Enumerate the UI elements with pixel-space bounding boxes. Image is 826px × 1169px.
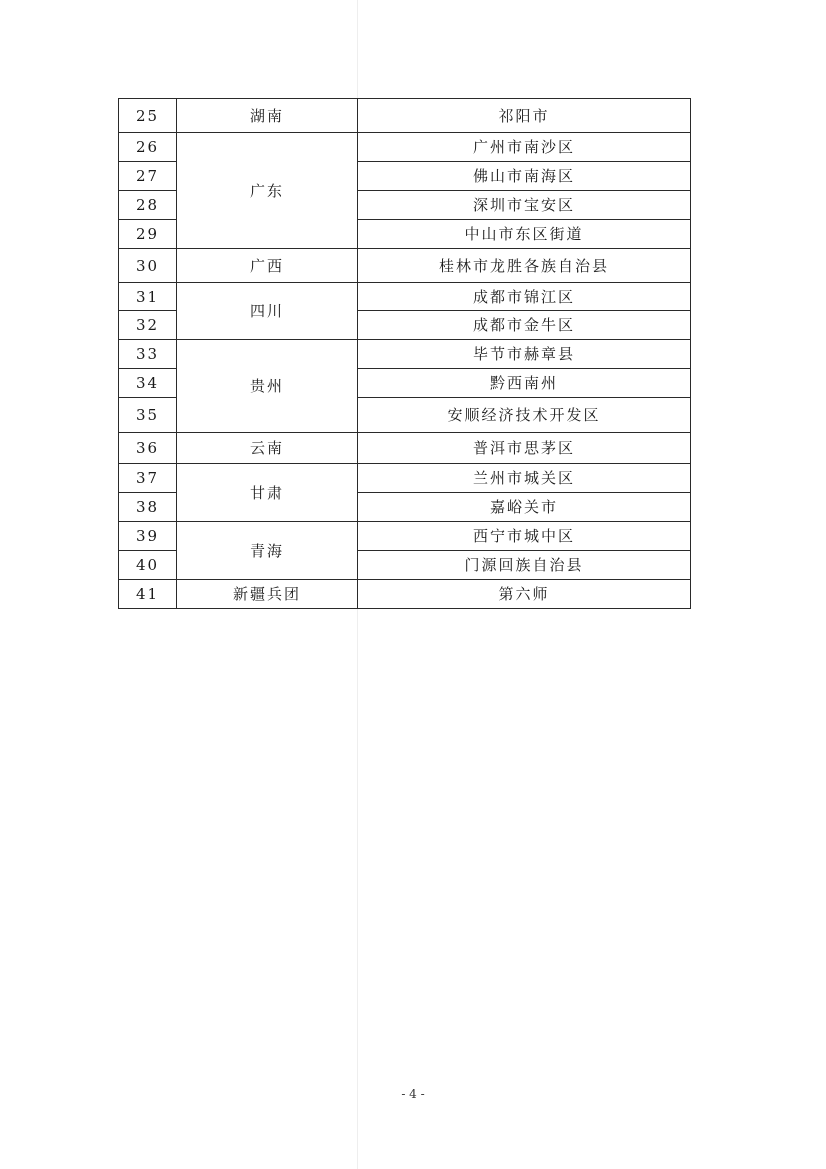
province-cell: 广东	[177, 133, 358, 249]
row-number-cell: 38	[119, 493, 177, 522]
city-cell: 深圳市宝安区	[358, 191, 691, 220]
city-cell: 安顺经济技术开发区	[358, 398, 691, 433]
city-cell: 兰州市城关区	[358, 464, 691, 493]
city-cell: 嘉峪关市	[358, 493, 691, 522]
table-row	[119, 580, 691, 609]
table-row	[119, 99, 691, 133]
county-list-table	[118, 98, 691, 609]
province-cell: 新疆兵团	[177, 580, 358, 609]
row-number-cell: 40	[119, 551, 177, 580]
row-number-cell: 27	[119, 162, 177, 191]
row-number-cell: 41	[119, 580, 177, 609]
table-row	[119, 522, 691, 551]
city-cell: 普洱市思茅区	[358, 433, 691, 464]
row-number-cell: 29	[119, 220, 177, 249]
row-number-cell: 36	[119, 433, 177, 464]
city-cell: 佛山市南海区	[358, 162, 691, 191]
page-number: - 4 -	[401, 1087, 425, 1101]
province-cell: 青海	[177, 522, 358, 580]
row-number-cell: 32	[119, 311, 177, 340]
province-cell: 贵州	[177, 340, 358, 433]
city-cell: 第六师	[358, 580, 691, 609]
province-cell: 四川	[177, 283, 358, 340]
city-cell: 成都市金牛区	[358, 311, 691, 340]
row-number-cell: 37	[119, 464, 177, 493]
table-row	[119, 133, 691, 162]
province-cell: 甘肃	[177, 464, 358, 522]
row-number-cell: 28	[119, 191, 177, 220]
province-cell: 云南	[177, 433, 358, 464]
city-cell: 黔西南州	[358, 369, 691, 398]
row-number-cell: 30	[119, 249, 177, 283]
city-cell: 祁阳市	[358, 99, 691, 133]
city-cell: 成都市锦江区	[358, 283, 691, 311]
city-cell: 西宁市城中区	[358, 522, 691, 551]
row-number-cell: 33	[119, 340, 177, 369]
city-cell: 广州市南沙区	[358, 133, 691, 162]
row-number-cell: 26	[119, 133, 177, 162]
table-row	[119, 464, 691, 493]
city-cell: 中山市东区街道	[358, 220, 691, 249]
city-cell: 桂林市龙胜各族自治县	[358, 249, 691, 283]
table-row	[119, 433, 691, 464]
row-number-cell: 34	[119, 369, 177, 398]
table-row	[119, 340, 691, 369]
row-number-cell: 39	[119, 522, 177, 551]
row-number-cell: 35	[119, 398, 177, 433]
table-row	[119, 249, 691, 283]
city-cell: 毕节市赫章县	[358, 340, 691, 369]
city-cell: 门源回族自治县	[358, 551, 691, 580]
province-cell: 广西	[177, 249, 358, 283]
row-number-cell: 31	[119, 283, 177, 311]
table-row	[119, 283, 691, 311]
row-number-cell: 25	[119, 99, 177, 133]
province-cell: 湖南	[177, 99, 358, 133]
